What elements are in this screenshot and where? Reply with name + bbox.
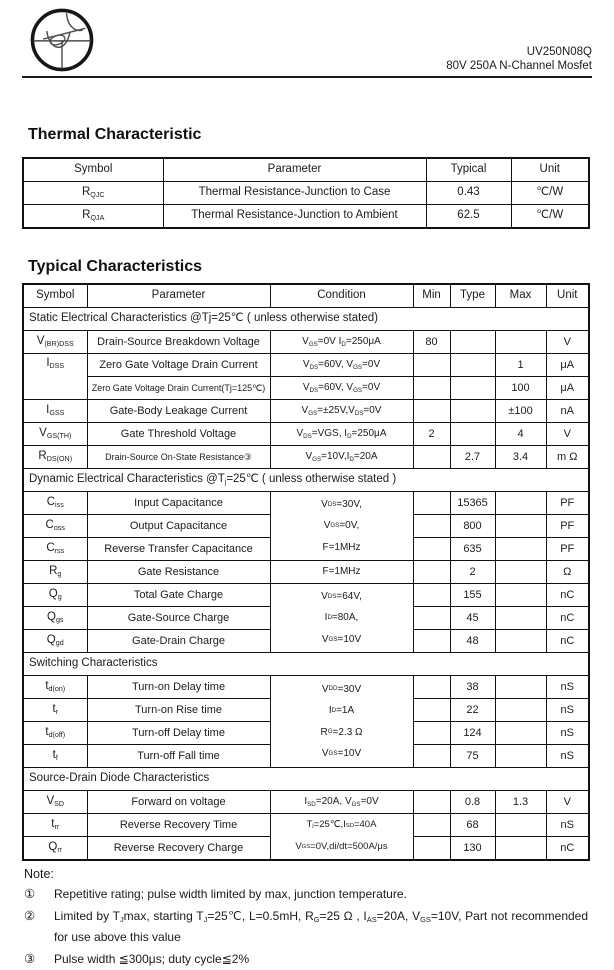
cell-max [495, 515, 546, 538]
cell-parameter: Turn-on Delay time [87, 676, 270, 699]
cell-min: 2 [413, 423, 450, 446]
cell-symbol: $R_{QJA}$ [23, 205, 163, 229]
cell-parameter: Reverse Transfer Capacitance [87, 538, 270, 561]
note-number: ② [24, 909, 36, 923]
cell-type: 2.7 [450, 446, 495, 469]
cell-unit: nS [546, 676, 589, 699]
cell-parameter: Gate Resistance [87, 561, 270, 584]
header-titles [446, 45, 592, 76]
cell-symbol: $C_{oss}$ [23, 515, 87, 538]
cell-unit: μA [546, 354, 589, 377]
section-row [23, 469, 589, 492]
cell-type [450, 354, 495, 377]
cell-parameter: Drain-Source Breakdown Voltage [87, 331, 270, 354]
condition-line: V DS =30V, [321, 498, 362, 510]
section-row [23, 308, 589, 331]
notes-label: Note: [24, 867, 54, 881]
cell-type: 68 [450, 814, 495, 837]
cell-max [495, 814, 546, 837]
thermal-col-typical: Typical [426, 158, 511, 182]
cell-symbol: $Q_g$ [23, 584, 87, 607]
cell-condition [270, 676, 413, 768]
cell-unit: V [546, 791, 589, 814]
note-item [22, 949, 592, 970]
cell-min [413, 676, 450, 699]
typical-col-symbol: Symbol [23, 284, 87, 308]
cell-max [495, 745, 546, 768]
cell-symbol: $C_{iss}$ [23, 492, 87, 515]
cell-symbol: $V_{(BR)DSS}$ [23, 331, 87, 354]
cell-parameter: Drain-Source On-State Resistance③ [87, 446, 270, 469]
thermal-col-parameter: Parameter [163, 158, 426, 182]
table-row [23, 814, 589, 837]
cell-type [450, 331, 495, 354]
cell-typical: 62.5 [426, 205, 511, 229]
cell-unit: nA [546, 400, 589, 423]
cell-condition: $V_{DS}=60V$, $V_{GS}=0V$ [270, 354, 413, 377]
cell-max [495, 607, 546, 630]
cell-parameter: Reverse Recovery Charge [87, 837, 270, 861]
section-row [23, 768, 589, 791]
cell-unit: nC [546, 607, 589, 630]
cell-parameter: Forward on voltage [87, 791, 270, 814]
cell-symbol: $t_f$ [23, 745, 87, 768]
cell-condition [270, 492, 413, 561]
cell-unit: Ω [546, 561, 589, 584]
section-row [23, 653, 589, 676]
cell-min [413, 446, 450, 469]
cell-min: 80 [413, 331, 450, 354]
note-text: Repetitive rating; pulse width limited by max, junction temperature. [54, 887, 407, 901]
cell-condition: $V_{DS}=VGS$, $I_D=250\mu A$ [270, 423, 413, 446]
cell-symbol: $I_{GSS}$ [23, 400, 87, 423]
table-row [23, 791, 589, 814]
condition-line: V DD =30V [321, 683, 362, 695]
cell-symbol: $C_{rss}$ [23, 538, 87, 561]
cell-unit: nS [546, 814, 589, 837]
note-text: Pulse width ≦300μs; duty cycle≦2% [54, 952, 250, 966]
cell-min [413, 377, 450, 400]
cell-symbol: $R_{DS(ON)}$ [23, 446, 87, 469]
part-number: UV250N08Q [526, 46, 592, 58]
note-text: Limited by $T_J\max$, starting $T_J=25℃$, L=0.5mH, $R_G=25$ Ω , $I_{AS}=20A$, $V_{GS}=10V$, Part not recommended for use above this value [54, 909, 589, 944]
cell-unit: ℃/W [511, 205, 589, 229]
condition-line: V GS =0V,di/dt=500A/μs [295, 840, 388, 852]
cell-max [495, 676, 546, 699]
cell-unit: PF [546, 515, 589, 538]
cell-parameter: Thermal Resistance-Junction to Ambient [163, 205, 426, 229]
cell-type: 38 [450, 676, 495, 699]
cell-symbol: $t_{d(off)}$ [23, 722, 87, 745]
cell-unit: V [546, 423, 589, 446]
notes [22, 866, 592, 970]
cell-type [450, 423, 495, 446]
typical-col-condition: Condition [270, 284, 413, 308]
cell-max [495, 722, 546, 745]
cell-min [413, 561, 450, 584]
cell-parameter: Output Capacitance [87, 515, 270, 538]
typical-col-min: Min [413, 284, 450, 308]
table-row [23, 400, 589, 423]
cell-unit: m Ω [546, 446, 589, 469]
cell-condition: F=1MHz [270, 561, 413, 584]
cell-unit: V [546, 331, 589, 354]
cell-condition [270, 814, 413, 861]
thermal-col-symbol: Symbol [23, 158, 163, 182]
cell-symbol: $Q_{rr}$ [23, 837, 87, 861]
table-row [23, 584, 589, 607]
cell-type: 800 [450, 515, 495, 538]
cell-symbol: $Q_{gd}$ [23, 630, 87, 653]
part-description: 80V 250A N-Channel Mosfet [446, 60, 592, 72]
condition-line: V GS =0V, [323, 520, 360, 532]
cell-max: ±100 [495, 400, 546, 423]
section-label: Static Electrical Characteristics @Tj=25℃ ( unless otherwise stated) [23, 308, 589, 331]
typical-col-max: Max [495, 284, 546, 308]
condition-line: V GS =10V [321, 748, 362, 759]
cell-type: 2 [450, 561, 495, 584]
cell-min [413, 745, 450, 768]
thermal-header-row [23, 158, 589, 182]
cell-max [495, 630, 546, 653]
section-label: Dynamic Electrical Characteristics $@T_j=25℃$ ( unless otherwise stated ) [23, 469, 589, 492]
cell-unit: nS [546, 699, 589, 722]
cell-parameter: Gate Threshold Voltage [87, 423, 270, 446]
typical-col-parameter: Parameter [87, 284, 270, 308]
cell-symbol: $R_g$ [23, 561, 87, 584]
cell-parameter: Turn-off Fall time [87, 745, 270, 768]
cell-min [413, 492, 450, 515]
table-row [23, 182, 589, 205]
condition-line: R G =2.3 Ω [320, 726, 363, 738]
cell-unit: nC [546, 630, 589, 653]
cell-unit: PF [546, 538, 589, 561]
cell-min [413, 699, 450, 722]
cell-unit: nC [546, 584, 589, 607]
cell-min [413, 538, 450, 561]
typical-table [22, 283, 590, 861]
cell-min [413, 814, 450, 837]
thermal-section-title: Thermal Characteristic [28, 126, 202, 143]
cell-max [495, 584, 546, 607]
cell-condition: $V_{GS}=\pm 25V,V_{DS}=0V$ [270, 400, 413, 423]
cell-max: 1.3 [495, 791, 546, 814]
cell-condition: $V_{DS}=60V$, $V_{GS}=0V$ [270, 377, 413, 400]
cell-unit: PF [546, 492, 589, 515]
cell-type [450, 400, 495, 423]
cell-min [413, 791, 450, 814]
condition-line: T j =25℃,I SD =40A [306, 819, 377, 831]
cell-max [495, 538, 546, 561]
cell-unit: nC [546, 837, 589, 861]
table-row [23, 331, 589, 354]
note-item [22, 884, 592, 905]
condition-line: I D =80A, [324, 612, 359, 624]
cell-type: 0.8 [450, 791, 495, 814]
cell-parameter: Zero Gate Voltage Drain Current [87, 354, 270, 377]
cell-symbol: $V_{GS(TH)}$ [23, 423, 87, 446]
cell-unit: nS [546, 722, 589, 745]
cell-parameter: Gate-Source Charge [87, 607, 270, 630]
cell-unit: nS [546, 745, 589, 768]
company-logo-icon [28, 6, 96, 74]
cell-symbol: $t_{d(on)}$ [23, 676, 87, 699]
cell-max: 4 [495, 423, 546, 446]
cell-type: 155 [450, 584, 495, 607]
cell-min [413, 400, 450, 423]
cell-condition: $V_{GS}=0V$ $I_D=250\mu A$ [270, 331, 413, 354]
note-number: ③ [24, 952, 36, 966]
table-row [23, 423, 589, 446]
condition-line: F=1MHz [322, 541, 361, 553]
cell-unit: μA [546, 377, 589, 400]
cell-parameter: Zero Gate Voltage Drain Current(Tj=125℃) [87, 377, 270, 400]
thermal-table [22, 157, 590, 229]
cell-parameter: Turn-off Delay time [87, 722, 270, 745]
cell-type: 75 [450, 745, 495, 768]
cell-parameter: Turn-on Rise time [87, 699, 270, 722]
cell-parameter: Gate-Body Leakage Current [87, 400, 270, 423]
cell-parameter: Input Capacitance [87, 492, 270, 515]
cell-min [413, 630, 450, 653]
cell-min [413, 607, 450, 630]
cell-max [495, 561, 546, 584]
cell-min [413, 584, 450, 607]
cell-parameter: Gate-Drain Charge [87, 630, 270, 653]
condition-line: V GS =10V [321, 633, 362, 645]
cell-max [495, 492, 546, 515]
note-number: ① [24, 887, 36, 901]
cell-type: 635 [450, 538, 495, 561]
condition-line: I D =1A [328, 705, 355, 716]
cell-parameter: Thermal Resistance-Junction to Case [163, 182, 426, 205]
cell-type: 130 [450, 837, 495, 861]
cell-condition: $I_{SD}=20A$, $V_{GS}=0V$ [270, 791, 413, 814]
cell-typical: 0.43 [426, 182, 511, 205]
cell-min [413, 515, 450, 538]
section-label: Switching Characteristics [23, 653, 589, 676]
cell-min [413, 722, 450, 745]
cell-symbol: $V_{SD}$ [23, 791, 87, 814]
cell-max: 1 [495, 354, 546, 377]
cell-min [413, 837, 450, 861]
page-header [22, 0, 592, 78]
cell-max [495, 331, 546, 354]
cell-type: 48 [450, 630, 495, 653]
cell-symbol: $Q_{gs}$ [23, 607, 87, 630]
note-item [22, 906, 592, 948]
cell-max [495, 837, 546, 861]
cell-symbol: $R_{QJC}$ [23, 182, 163, 205]
cell-max [495, 699, 546, 722]
cell-type: 15365 [450, 492, 495, 515]
cell-type [450, 377, 495, 400]
cell-max: 100 [495, 377, 546, 400]
table-row [23, 446, 589, 469]
table-row [23, 354, 589, 377]
cell-min [413, 354, 450, 377]
cell-condition [270, 584, 413, 653]
cell-max: 3.4 [495, 446, 546, 469]
cell-symbol: $t_r$ [23, 699, 87, 722]
cell-symbol: $t_{rr}$ [23, 814, 87, 837]
table-row [23, 492, 589, 515]
table-row [23, 377, 589, 400]
typical-section-title: Typical Characteristics [28, 258, 203, 275]
cell-type: 45 [450, 607, 495, 630]
table-row [23, 561, 589, 584]
table-row [23, 205, 589, 229]
cell-type: 124 [450, 722, 495, 745]
condition-line: V DS =64V, [321, 590, 362, 602]
cell-parameter: Total Gate Charge [87, 584, 270, 607]
cell-symbol: $I_{DSS}$ [23, 354, 87, 400]
cell-type: 22 [450, 699, 495, 722]
cell-unit: ℃/W [511, 182, 589, 205]
cell-parameter: Reverse Recovery Time [87, 814, 270, 837]
table-row [23, 676, 589, 699]
thermal-col-unit: Unit [511, 158, 589, 182]
typical-col-unit: Unit [546, 284, 589, 308]
typical-col-type: Type [450, 284, 495, 308]
typical-header-row [23, 284, 589, 308]
cell-condition: $V_{GS}=10V,I_D=20A$ [270, 446, 413, 469]
section-label: Source-Drain Diode Characteristics [23, 768, 589, 791]
